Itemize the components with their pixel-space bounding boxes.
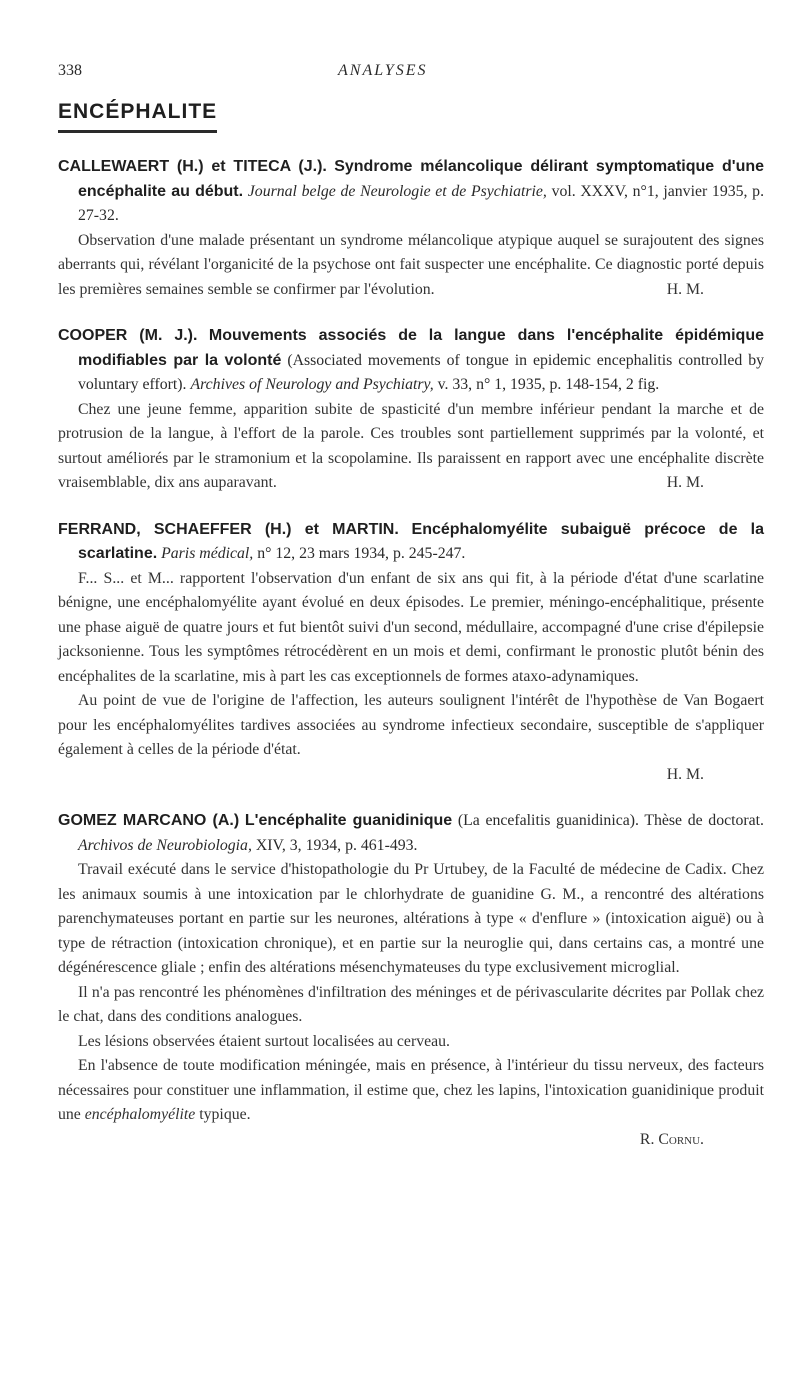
entry-journal: Archivos de Neurobiologia,: [78, 836, 252, 854]
entry-journal: Journal belge de Neurologie et de Psychiatrie,: [247, 182, 547, 200]
entry-signature: H. M.: [666, 765, 704, 783]
entry-emphasis: encéphalomyélite: [84, 1106, 196, 1123]
entry-paragraph-final: [58, 1054, 764, 1128]
document-page: [58, 62, 764, 1152]
entry-paragraph: F... S... et M... rapportent l'observation d'un enfant de six ans qui fit, à la période d'état d'une scarlatine bénigne, une encéphalomyélite ayant évolué en deux épisodes. Le premier, méningo-encéphalitique, présente une phase aiguë de quatre jours et fut bientôt suivi d'un second, médullaire, accompagné d'une crise d'épilepsie jacksonienne. Tous les symptômes rétrocédèrent en un mois et demi, confirmant le pronostic plutôt bénin des encéphalites de la scarlatine, mis à part les cas exceptionnels de formes ataxo-adynamiques.: [58, 569, 764, 685]
entry-citation: [58, 809, 764, 858]
entry-title: L'encéphalite guanidinique: [244, 812, 453, 829]
entry-citation: [58, 155, 764, 229]
review-entry: [58, 324, 764, 496]
entry-citation: [58, 324, 764, 398]
entry-paragraph: Les lésions observées étaient surtout localisées au cerveau.: [78, 1032, 450, 1050]
running-title: ANALYSES: [338, 62, 428, 79]
entry-paragraph: Chez une jeune femme, apparition subite de spasticité d'un membre inférieur pendant la marche et de protrusion de la langue, à l'effort de la parole. Ces troubles sont partiellement supprimés par la volonté, et surtout améliorés par le stramonium et la scopolamine. Ils paraissent en rapport avec une encéphalite discrète vraisemblable, dix ans auparavant.: [58, 400, 764, 491]
entry-journal: Archives of Neurology and Psychiatry,: [190, 376, 434, 393]
entry-original-title: (La encefalitis guanidinica). Thèse de doctorat.: [457, 812, 764, 829]
entry-paragraph: Il n'a pas rencontré les phénomènes d'infiltration des méninges et de périvascularite décrites par Pollak chez le chat, dans des conditions analogues.: [58, 983, 764, 1025]
entry-reference: vol. XXXV, n°1, janvier 1935, p. 27-32.: [78, 182, 765, 224]
entry-authors: GOMEZ MARCANO (A.): [58, 812, 240, 829]
entry-reference: XIV, 3, 1934, p. 461-493.: [255, 836, 418, 854]
entry-authors: COOPER (M. J.).: [58, 327, 198, 344]
review-entry: [58, 518, 764, 788]
entry-reference: v. 33, n° 1, 1935, p. 148-154, 2 fig.: [437, 376, 660, 393]
section-title: ENCÉPHALITE: [58, 100, 217, 133]
entry-paragraph-tail: typique.: [199, 1106, 251, 1123]
entry-citation: [58, 518, 764, 567]
page-number: 338: [58, 62, 82, 79]
entry-title: Syndrome mélancolique délirant symptomatique d'une encéphalite au début.: [78, 158, 765, 200]
review-entry: [58, 155, 764, 302]
entry-reference: n° 12, 23 mars 1934, p. 245-247.: [257, 545, 466, 562]
page-header: [58, 62, 764, 90]
entry-authors: CALLEWAERT (H.) et TITECA (J.).: [58, 158, 327, 175]
entry-signature: R. Cornu.: [639, 1130, 704, 1148]
entry-paragraph: Observation d'une malade présentant un syndrome mélancolique atypique auquel se surajoutent des signes aberrants qui, révélant l'organicité de la psychose ont fait suspecter une encéphalite. Ce diagnostic porté depuis les premières semaines semble se confirmer par l'évolution.: [58, 231, 764, 298]
review-entry: [58, 809, 764, 1152]
entry-signature: H. M.: [666, 474, 704, 491]
entry-title: Mouvements associés de la langue dans l'encéphalite épidémique modifiables par la volonté: [78, 327, 765, 369]
entry-paragraph: Au point de vue de l'origine de l'affection, les auteurs soulignent l'intérêt de l'hypothèse de Van Bogaert pour les encéphalomyélites tardives associées au syndrome infectieux secondaire, susceptible de s'appliquer également à celles de la période d'état.: [58, 692, 764, 758]
entry-paragraph-text: En l'absence de toute modification méningée, mais en présence, à l'intérieur du tissu nerveux, des facteurs nécessaires pour constituer une inflammation, il estime que, chez les lapins, l'intoxication guanidinique produit une: [58, 1057, 764, 1123]
entry-authors: FERRAND, SCHAEFFER (H.) et MARTIN.: [58, 520, 399, 538]
entry-signature: H. M.: [666, 280, 704, 298]
entry-paragraph: Travail exécuté dans le service d'histopathologie du Pr Urtubey, de la Faculté de médecine de Cadix. Chez les animaux soumis à une intoxication par le chlorhydrate de guanidine G. M., a rencontré des altérations parenchymateuses portant en partie sur les neurones, altérations à type « d'enflure » (intoxication aiguë) ou à type de rétraction (intoxication chronique), et en partie sur la neuroglie qui, dans certains cas, a montré une dégénérescence gliale ; enfin des altérations mésenchymateuses du type exclusivement microglial.: [58, 861, 764, 976]
entry-title: Encéphalomyélite subaiguë précoce de la scarlatine.: [78, 520, 765, 562]
entry-original-title: (Associated movements of tongue in epidemic encephalitis controlled by voluntary effort).: [78, 351, 764, 393]
entry-journal: Paris médical,: [161, 545, 254, 562]
